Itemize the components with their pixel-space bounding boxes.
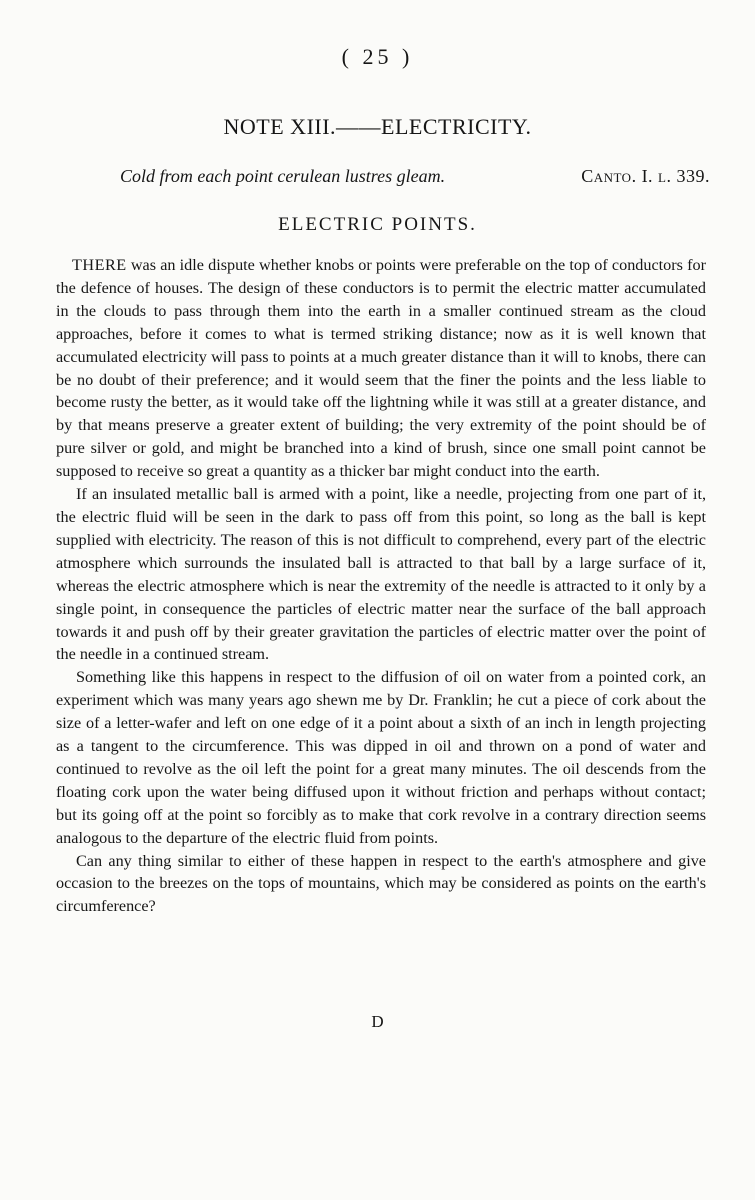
page-number: ( 25 ) bbox=[341, 44, 414, 69]
body-text bbox=[56, 254, 706, 918]
paragraph-1 bbox=[56, 254, 706, 483]
signature-mark: D bbox=[371, 1012, 384, 1031]
epigraph-row bbox=[120, 166, 710, 187]
paragraph-3: Something like this happens in respect to the diffusion of oil on water from a pointed cork, an experiment which was many years ago shewn me by Dr. Franklin; he cut a piece of cork about the size of a letter-wafer and left on one edge of it a point about a sixth of an inch in length projecting as a tangent to the circumference. This was dipped in oil and thrown on a pond of water and continued to revolve as the oil left the point for a great many minutes. The oil descends from the floating cork upon the water being diffused upon it without friction and perhaps without contact; but its going off at the point so forcibly as to make that cork revolve in a contrary direction seems analogous to the departure of the electric fluid from points. bbox=[56, 668, 706, 847]
epigraph-quote: Cold from each point cerulean lustres gleam. bbox=[120, 166, 446, 186]
canto-reference: Canto. I. l. 339. bbox=[581, 166, 710, 186]
paragraph-lead-word: THERE bbox=[72, 256, 127, 274]
section-title: ELECTRIC POINTS. bbox=[278, 214, 477, 235]
paragraph-4: Can any thing similar to either of these happen in respect to the earth's atmosphere and give occasion to the breezes on the tops of mountains, which may be considered as points on the earth's circumference? bbox=[56, 851, 706, 916]
paragraph-text: was an idle dispute whether knobs or points were preferable on the top of conductors for the defence of houses. The design of these conductors is to permit the electric matter accumulated in the clouds to pass through them into the earth in a smaller continued stream as the cloud approaches, before it comes to what is termed striking distance; now as it is well known that accumulated electricity will pass to points at a much greater distance than it will to knobs, there can be no doubt of their preference; and it would seem that the finer the points and the less liable to become rusty the better, as it would take off the lightning while it was still at a greater distance, and by that means preserve a greater extent of building; the very extremity of the point should be of pure silver or gold, and might be branched into a kind of brush, since one small point cannot be supposed to receive so great a quantity as a thicker bar might conduct into the earth. bbox=[56, 256, 706, 481]
note-title: NOTE XIII.——ELECTRICITY. bbox=[223, 114, 532, 139]
paragraph-2: If an insulated metallic ball is armed with a point, like a needle, projecting from one part of it, the electric fluid will be seen in the dark to pass off from this point, so long as the ball is kept supplied with electricity. The reason of this is not difficult to comprehend, every part of the electric atmosphere which surrounds the insulated ball is attracted to that ball by a large surface of it, whereas the electric atmosphere which is near the extremity of the needle is attracted to it only by a single point, in consequence the particles of electric matter near the surface of the ball approach towards it and push off by their greater gravitation the particles of electric matter over the point of the needle in a continued stream. bbox=[56, 485, 706, 664]
